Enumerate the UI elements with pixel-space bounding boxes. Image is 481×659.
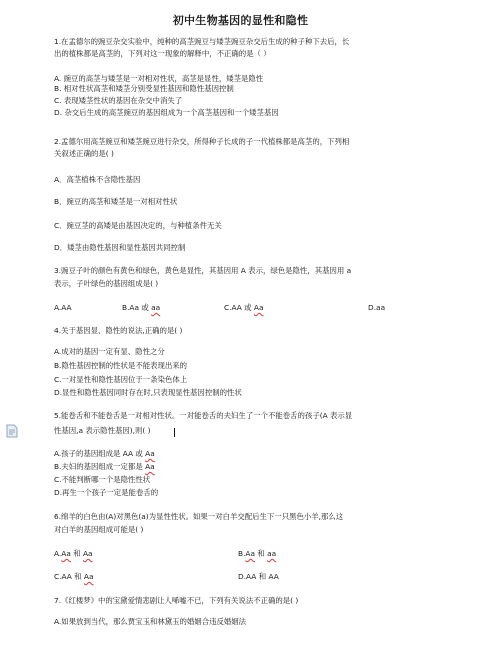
q4-option-d: D.显性和隐性基因同时存在时,只表现显性基因控制的性状 bbox=[54, 388, 242, 397]
q5-stem-line1: 5.能卷舌和不能卷舌是一对相对性状。一对能卷舌的夫妇生了一个不能卷舌的孩子(A 表示显 bbox=[54, 411, 353, 420]
q3-option-b: B.Aa 或 aa bbox=[122, 303, 161, 312]
q7-option-a: A.如果放到当代，那么贾宝玉和林黛玉的婚姻合违反婚姻法 bbox=[54, 617, 247, 626]
q1-option-a: A. 豌豆的高茎与矮茎是一对相对性状，高茎是显性，矮茎是隐性 bbox=[54, 74, 264, 83]
q1-option-d: D. 杂交后生成的高茎豌豆的基因组成为一个高茎基因和一个矮茎基因 bbox=[54, 108, 279, 117]
q5-option-c: C.不能判断哪一个是隐性性状 bbox=[54, 475, 151, 484]
q3-stem-line1: 3.豌豆子叶的颜色有黄色和绿色，黄色是显性，其基因用 A 表示，绿色是隐性，其基因用 a bbox=[54, 266, 352, 275]
q6-option-d: D.AA 和 AA bbox=[238, 572, 279, 581]
q2-stem-line2: 关叙述正确的是( ) bbox=[54, 149, 114, 158]
q3-option-c: C.AA 或 Aa bbox=[224, 303, 264, 312]
q5-option-d: D.再生一个孩子一定是能卷舌的 bbox=[54, 488, 159, 497]
q6-option-a: A.Aa 和 Aa bbox=[54, 549, 93, 558]
q1-stem-line2: 出的植株都是高茎的，下列对这一现象的解释中，不正确的是（ ） bbox=[54, 49, 271, 58]
q3-option-d: D.aa bbox=[368, 303, 386, 312]
q5-option-a: A.孩子的基因组成是 AA 或 Aa bbox=[54, 449, 155, 458]
q5-stem-line2: 性基因,a 表示隐性基因),则( ) bbox=[54, 426, 151, 435]
q1-option-b: B. 相对性状高茎和矮茎分别受显性基因和隐性基因控制 bbox=[54, 84, 234, 93]
q6-option-c: C.AA 和 Aa bbox=[54, 572, 94, 581]
q4-option-a: A.成对的基因一定有显、隐性之分 bbox=[54, 347, 165, 356]
q2-option-a: A．高茎植株不含隐性基因 bbox=[54, 175, 141, 184]
q5-option-b: B.夫妇的基因组成一定都是 Aa bbox=[54, 462, 155, 471]
q7-stem: 7.《红楼梦》中的宝黛爱情悲剧让人唏嘘不已，下列有关说法不正确的是( ) bbox=[54, 596, 299, 605]
q1-option-c: C. 表现矮茎性状的基因在杂交中消失了 bbox=[54, 96, 183, 105]
q4-stem: 4.关于基因显、隐性的说法,正确的是( ) bbox=[54, 326, 183, 335]
page-title: 初中生物基因的显性和隐性 bbox=[172, 14, 309, 27]
text-cursor bbox=[174, 428, 175, 437]
q3-stem-line2: 表示，子叶绿色的基因组成是( ) bbox=[54, 279, 159, 288]
q2-option-b: B．豌豆的高茎和矮茎是一对相对性状 bbox=[54, 197, 178, 206]
q4-option-b: B.隐性基因控制的性状是不能表现出来的 bbox=[54, 361, 188, 370]
document-icon[interactable] bbox=[6, 424, 18, 438]
q2-option-d: D．矮茎由隐性基因和显性基因共同控制 bbox=[54, 243, 186, 252]
q4-option-c: C.一对显性和隐性基因位于一条染色体上 bbox=[54, 375, 188, 384]
q2-option-c: C．豌豆茎的高矮是由基因决定的，与种植条件无关 bbox=[54, 221, 222, 230]
q6-stem-line1: 6.绵羊的白色由(A)对黑色(a)为显性性状。如果一对白羊交配后生下一只黑色小羊,那么这 bbox=[54, 512, 344, 521]
q6-stem-line2: 对白羊的基因组成可能是( ) bbox=[54, 525, 144, 534]
q1-stem-line1: 1.在孟德尔的豌豆杂交实验中，纯种的高茎豌豆与矮茎豌豆杂交后生成的种子种下去后，长 bbox=[54, 37, 350, 46]
q6-option-b: B.Aa 和 aa bbox=[238, 549, 277, 558]
q2-stem-line1: 2.孟德尔用高茎豌豆和矮茎豌豆进行杂交，所得种子长成的子一代植株都是高茎的，下列相 bbox=[54, 137, 350, 146]
q3-option-a: A.AA bbox=[54, 303, 72, 312]
